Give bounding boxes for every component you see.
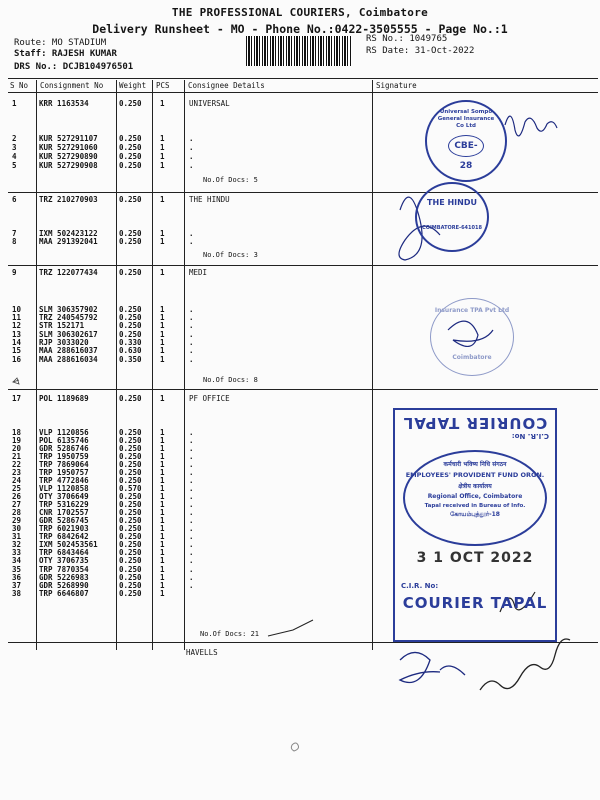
row-sno: 2: [12, 134, 17, 143]
row-pcs: 1: [160, 99, 165, 108]
no-of-docs: No.Of Docs: 8: [203, 376, 258, 384]
consignee-name: THE HINDU: [189, 195, 230, 204]
row-consignee-dot: .: [189, 436, 194, 445]
row-consignment-no: VLP 1120858: [39, 484, 89, 493]
hindu-stamp-ring: THE HINDU: [427, 198, 477, 207]
pf-seal-provident: EMPLOYEES' PROVIDENT FUND ORGN.: [405, 471, 545, 479]
row-consignee-dot: .: [189, 321, 194, 330]
cir-no: C.I.R. No:: [401, 582, 439, 590]
row-consignee-dot: .: [189, 355, 194, 364]
universal-stamp-center: CBE-28: [448, 135, 484, 157]
row-consignment-no: TRP 4772846: [39, 476, 89, 485]
row-consignment-no: GDR 5268990: [39, 581, 89, 590]
row-pcs: 1: [160, 346, 165, 355]
row-sno: 37: [12, 581, 22, 590]
row-sno: 29: [12, 516, 22, 525]
row-sno: 38: [12, 589, 22, 598]
row-pcs: 1: [160, 492, 165, 501]
row-weight: 0.250: [119, 556, 142, 565]
row-consignee-dot: .: [189, 508, 194, 517]
row-consignment-no: OTY 3706735: [39, 556, 89, 565]
col-header-signature: Signature: [376, 81, 417, 90]
row-pcs: 1: [160, 152, 165, 161]
row-consignee-dot: .: [189, 581, 194, 590]
row-pcs: 1: [160, 338, 165, 347]
row-consignment-no: TRP 6646807: [39, 589, 89, 598]
row-consignment-no: MAA 288616037: [39, 346, 98, 355]
row-weight: 0.250: [119, 143, 142, 152]
row-consignment-no: RJP 3033020: [39, 338, 89, 347]
row-sno: 28: [12, 508, 22, 517]
row-consignment-no: SLM 306302617: [39, 330, 98, 339]
row-consignment-no: KUR 527290908: [39, 161, 98, 170]
row-consignment-no: TRP 1950759: [39, 452, 89, 461]
row-pcs: 1: [160, 321, 165, 330]
row-pcs: 1: [160, 452, 165, 461]
row-pcs: 1: [160, 589, 165, 598]
row-pcs: 1: [160, 394, 165, 403]
row-sno: 34: [12, 556, 22, 565]
row-weight: 0.250: [119, 394, 142, 403]
row-sno: 22: [12, 460, 22, 469]
row-sno: 20: [12, 444, 22, 453]
row-weight: 0.250: [119, 134, 142, 143]
row-sno: 11: [12, 313, 22, 322]
row-consignee-dot: .: [189, 143, 194, 152]
row-sno: 7: [12, 229, 17, 238]
row-consignee-dot: .: [189, 229, 194, 238]
row-pcs: 1: [160, 305, 165, 314]
col-header-consignee: Consignee Details: [188, 81, 265, 90]
pf-seal-hindi: कर्मचारी भविष्य निधि संगठन: [443, 461, 507, 468]
row-sno: 26: [12, 492, 22, 501]
row-consignment-no: TRZ 210270903: [39, 195, 98, 204]
row-consignment-no: POL 6135746: [39, 436, 89, 445]
row-weight: 0.250: [119, 313, 142, 322]
row-sno: 9: [12, 268, 17, 277]
row-sno: 21: [12, 452, 22, 461]
route-label: Route: MO STADIUM: [14, 38, 107, 48]
row-pcs: 1: [160, 508, 165, 517]
col-header-consignment: Consignment No: [40, 81, 104, 90]
row-consignment-no: GDR 5286745: [39, 516, 89, 525]
row-consignee-dot: .: [189, 428, 194, 437]
row-weight: 0.250: [119, 161, 142, 170]
row-sno: 33: [12, 548, 22, 557]
row-pcs: 1: [160, 195, 165, 204]
row-sno: 16: [12, 355, 22, 364]
row-sno: 1: [12, 99, 17, 108]
row-pcs: 1: [160, 565, 165, 574]
row-weight: 0.330: [119, 338, 142, 347]
rs-number: RS No.: 1049765: [366, 34, 448, 44]
row-consignee-dot: .: [189, 524, 194, 533]
row-consignee-dot: .: [189, 516, 194, 525]
row-weight: 0.250: [119, 321, 142, 330]
row-pcs: 1: [160, 229, 165, 238]
row-pcs: 1: [160, 237, 165, 246]
row-consignment-no: TRP 1950757: [39, 468, 89, 477]
row-sno: 3: [12, 143, 17, 152]
pf-tick-mark: [268, 620, 313, 636]
pf-office-stamp: [393, 408, 557, 642]
row-weight: 0.570: [119, 484, 142, 493]
signature-havells-number: [480, 639, 570, 690]
row-consignee-dot: .: [189, 346, 194, 355]
consignee-name: MEDI: [189, 268, 208, 277]
row-sno: 19: [12, 436, 22, 445]
consignee-name: PF OFFICE: [189, 394, 230, 403]
row-consignment-no: GDR 5286746: [39, 444, 89, 453]
row-sno: 31: [12, 532, 22, 541]
row-sno: 30: [12, 524, 22, 533]
pf-seal-tapal-received: Tapal received in Bureau of Info.: [424, 503, 526, 509]
row-consignment-no: KUR 527291060: [39, 143, 98, 152]
row-weight: 0.630: [119, 346, 142, 355]
row-consignee-dot: .: [189, 468, 194, 477]
row-consignee-dot: .: [189, 452, 194, 461]
row-consignee-dot: .: [189, 330, 194, 339]
row-sno: 27: [12, 500, 22, 509]
row-consignment-no: TRP 6021903: [39, 524, 89, 533]
row-weight: 0.250: [119, 508, 142, 517]
row-pcs: 1: [160, 436, 165, 445]
row-weight: 0.250: [119, 237, 142, 246]
row-sno: 36: [12, 573, 22, 582]
row-sno: 12: [12, 321, 22, 330]
row-sno: 18: [12, 428, 22, 437]
row-consignee-dot: .: [189, 444, 194, 453]
row-sno: 35: [12, 565, 22, 574]
row-sno: 4: [12, 152, 17, 161]
row-weight: 0.250: [119, 229, 142, 238]
row-weight: 0.250: [119, 476, 142, 485]
medi-stamp: [430, 298, 514, 376]
pf-round-seal: [403, 450, 547, 546]
row-weight: 0.250: [119, 565, 142, 574]
row-consignee-dot: .: [189, 460, 194, 469]
row-weight: 0.250: [119, 468, 142, 477]
row-pcs: 1: [160, 500, 165, 509]
row-sno: 25: [12, 484, 22, 493]
row-sno: 24: [12, 476, 22, 485]
company-title: THE PROFESSIONAL COURIERS, Coimbatore: [171, 6, 429, 19]
no-of-docs: No.Of Docs: 3: [203, 251, 258, 259]
row-weight: 0.250: [119, 452, 142, 461]
scribble-star: [13, 378, 19, 384]
universal-stamp-ring: Universal Sompo General Insurance Co Ltd: [437, 109, 495, 129]
staff-label: Staff: RAJESH KUMAR: [14, 49, 117, 59]
row-consignee-dot: .: [189, 565, 194, 574]
hindu-stamp-bottom: COIMBATORE-641018: [422, 225, 482, 231]
row-sno: 8: [12, 237, 17, 246]
row-consignment-no: IXM 502423122: [39, 229, 98, 238]
signature-havells: [400, 653, 465, 683]
row-pcs: 1: [160, 540, 165, 549]
row-sno: 14: [12, 338, 22, 347]
row-consignee-dot: .: [189, 548, 194, 557]
row-pcs: 1: [160, 573, 165, 582]
medi-stamp-bottom: Coimbatore: [452, 354, 492, 361]
row-pcs: 1: [160, 548, 165, 557]
consignee-name: UNIVERSAL: [189, 99, 230, 108]
pf-seal-office: Regional Office, Coimbatore: [427, 493, 523, 500]
row-consignment-no: POL 1189689: [39, 394, 89, 403]
rs-date: RS Date: 31-Oct-2022: [366, 46, 475, 56]
row-pcs: 1: [160, 134, 165, 143]
row-pcs: 1: [160, 143, 165, 152]
row-sno: 32: [12, 540, 22, 549]
row-pcs: 1: [160, 460, 165, 469]
row-consignment-no: OTY 3706649: [39, 492, 89, 501]
courier-tapal-inverted: COURIER TAPAL: [402, 414, 548, 432]
row-consignment-no: KRR 1163534: [39, 99, 89, 108]
row-consignee-dot: .: [189, 338, 194, 347]
row-consignee-dot: .: [189, 237, 194, 246]
row-consignment-no: MAA 291392041: [39, 237, 98, 246]
row-pcs: 1: [160, 532, 165, 541]
universal-stamp: [425, 100, 507, 182]
row-weight: 0.250: [119, 492, 142, 501]
cir-no-inverted: C.I.R. No:: [511, 432, 549, 440]
row-consignment-no: TRP 5316229: [39, 500, 89, 509]
no-of-docs: No.Of Docs: 21: [200, 630, 260, 638]
row-consignment-no: TRP 6843464: [39, 548, 89, 557]
row-consignment-no: GDR 5226983: [39, 573, 89, 582]
row-consignee-dot: .: [189, 152, 194, 161]
row-sno: 6: [12, 195, 17, 204]
row-pcs: 1: [160, 468, 165, 477]
row-weight: 0.250: [119, 532, 142, 541]
row-consignee-dot: .: [189, 492, 194, 501]
row-consignment-no: TRZ 240545792: [39, 313, 98, 322]
row-sno: 10: [12, 305, 22, 314]
row-weight: 0.250: [119, 305, 142, 314]
row-sno: 23: [12, 468, 22, 477]
drs-number: DRS No.: DCJB104976501: [14, 62, 134, 72]
col-header-pcs: PCS: [156, 81, 170, 90]
row-sno: 13: [12, 330, 22, 339]
row-weight: 0.250: [119, 573, 142, 582]
row-pcs: 1: [160, 524, 165, 533]
row-consignment-no: MAA 288616034: [39, 355, 98, 364]
runsheet-subtitle: Delivery Runsheet - MO - Phone No.:0422-3505555 - Page No.:1: [92, 22, 508, 36]
row-pcs: 1: [160, 444, 165, 453]
consignee-name: HAVELLS: [186, 648, 218, 657]
row-consignment-no: IXM 502453561: [39, 540, 98, 549]
row-weight: 0.250: [119, 589, 142, 598]
row-pcs: 1: [160, 484, 165, 493]
row-pcs: 1: [160, 556, 165, 565]
row-consignment-no: CNR 1702557: [39, 508, 89, 517]
row-weight: 0.250: [119, 444, 142, 453]
row-weight: 0.250: [119, 195, 142, 204]
row-sno: 5: [12, 161, 17, 170]
row-consignee-dot: .: [189, 500, 194, 509]
row-weight: 0.250: [119, 99, 142, 108]
col-header-weight: Weight: [119, 81, 147, 90]
row-weight: 0.250: [119, 330, 142, 339]
row-sno: 15: [12, 346, 22, 355]
row-pcs: 1: [160, 476, 165, 485]
smudge-mark: [291, 743, 298, 751]
row-weight: 0.250: [119, 268, 142, 277]
row-weight: 0.350: [119, 355, 142, 364]
no-of-docs: No.Of Docs: 5: [203, 176, 258, 184]
row-consignment-no: TRZ 122077434: [39, 268, 98, 277]
row-weight: 0.250: [119, 516, 142, 525]
row-consignee-dot: .: [189, 532, 194, 541]
pf-seal-city: கோயம்புத்தூர்-18: [450, 511, 500, 518]
row-pcs: 1: [160, 355, 165, 364]
row-consignee-dot: .: [189, 313, 194, 322]
row-consignment-no: TRP 7870354: [39, 565, 89, 574]
row-consignee-dot: .: [189, 134, 194, 143]
pf-date-stamp: 3 1 OCT 2022: [416, 550, 534, 566]
medi-stamp-ring: Insurance TPA Pvt Ltd: [434, 307, 510, 314]
row-consignment-no: VLP 1120856: [39, 428, 89, 437]
row-weight: 0.250: [119, 436, 142, 445]
pf-seal-regional: क्षेत्रीय कार्यालय: [458, 483, 492, 490]
row-pcs: 1: [160, 161, 165, 170]
col-header-sno: S No: [10, 81, 29, 90]
row-weight: 0.250: [119, 524, 142, 533]
row-consignee-dot: .: [189, 305, 194, 314]
row-consignment-no: KUR 527290890: [39, 152, 98, 161]
signature-universal: [505, 116, 557, 136]
row-consignee-dot: .: [189, 573, 194, 582]
row-consignee-dot: .: [189, 556, 194, 565]
row-weight: 0.250: [119, 581, 142, 590]
row-consignee-dot: .: [189, 484, 194, 493]
row-pcs: 1: [160, 268, 165, 277]
row-consignment-no: TRP 7869064: [39, 460, 89, 469]
row-consignee-dot: .: [189, 476, 194, 485]
courier-tapal: COURIER TAPAL: [402, 594, 548, 612]
row-pcs: 1: [160, 330, 165, 339]
row-weight: 0.250: [119, 152, 142, 161]
row-pcs: 1: [160, 313, 165, 322]
row-weight: 0.250: [119, 540, 142, 549]
hindu-stamp: [415, 182, 489, 252]
row-pcs: 1: [160, 428, 165, 437]
row-weight: 0.250: [119, 460, 142, 469]
row-consignment-no: STR 152171: [39, 321, 85, 330]
row-consignee-dot: .: [189, 540, 194, 549]
row-pcs: 1: [160, 581, 165, 590]
row-consignment-no: KUR 527291107: [39, 134, 98, 143]
row-weight: 0.250: [119, 428, 142, 437]
row-consignment-no: TRP 6842642: [39, 532, 89, 541]
row-pcs: 1: [160, 516, 165, 525]
row-weight: 0.250: [119, 548, 142, 557]
row-consignment-no: SLM 306357902: [39, 305, 98, 314]
row-consignee-dot: .: [189, 161, 194, 170]
row-sno: 17: [12, 394, 22, 403]
row-weight: 0.250: [119, 500, 142, 509]
